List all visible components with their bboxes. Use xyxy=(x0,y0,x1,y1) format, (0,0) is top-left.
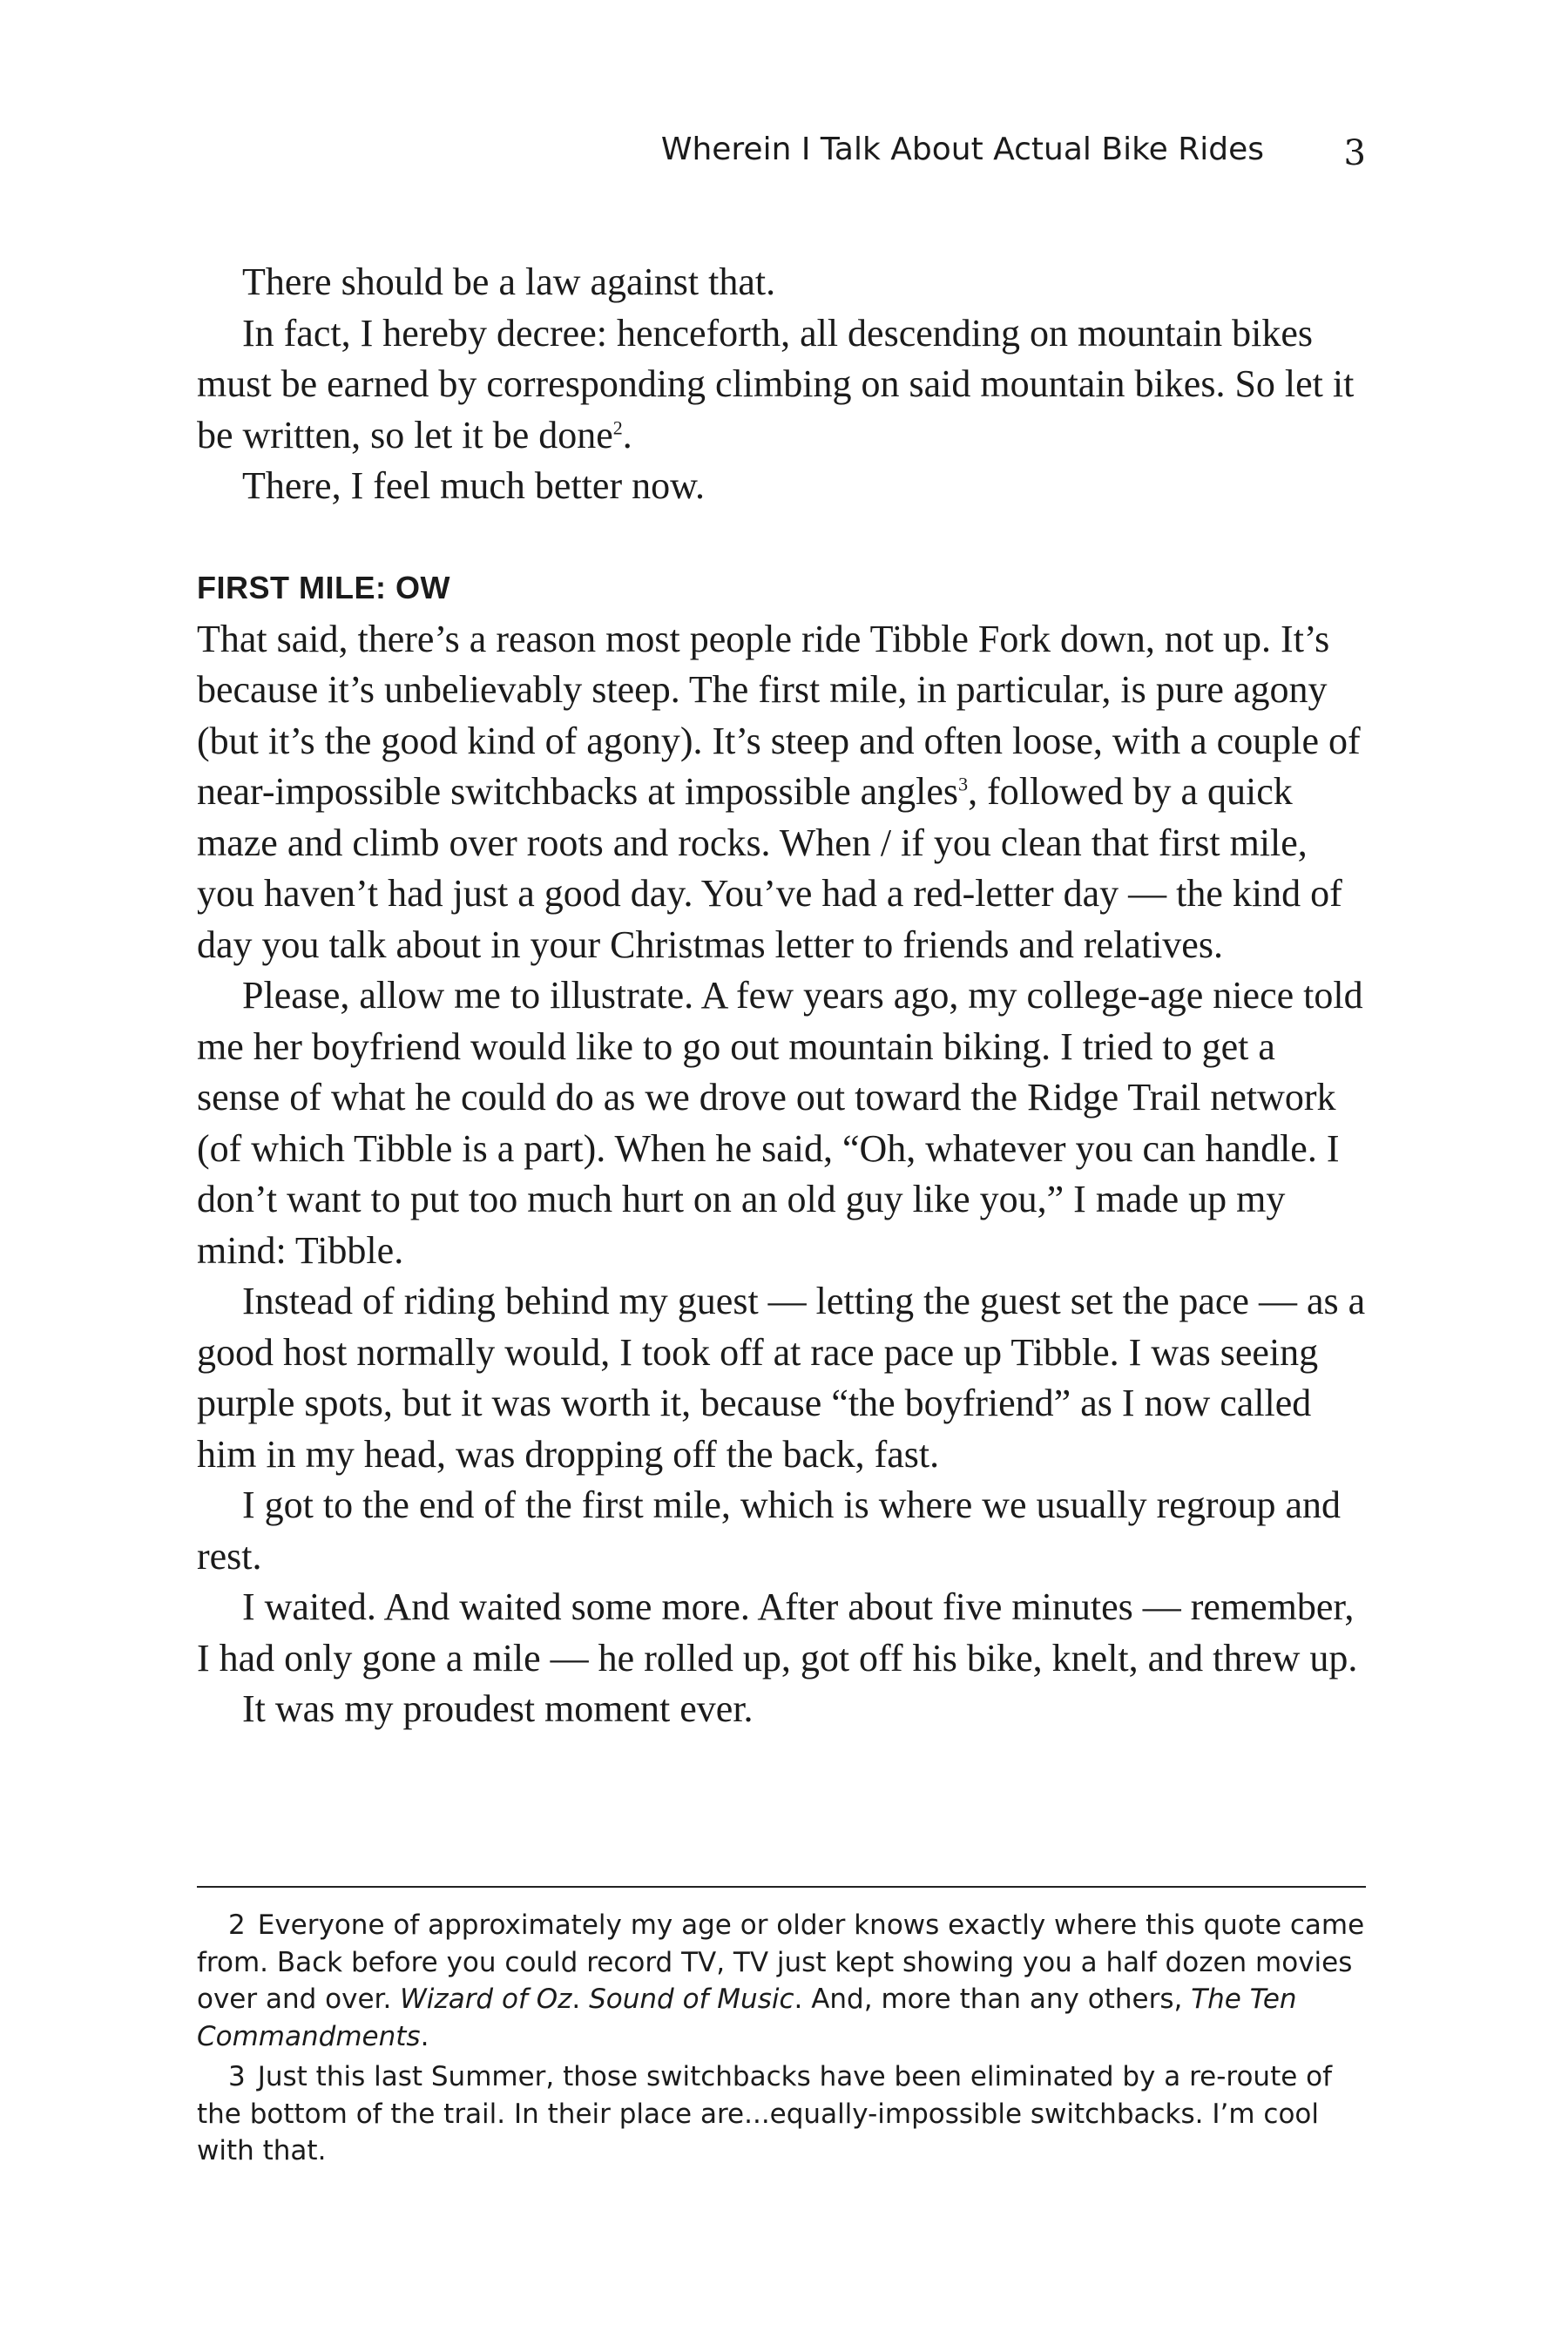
paragraph: I waited. And waited some more. After about five minutes — remember, I had only gone a mile — he rolled up, got off his bike, knelt, and threw up. xyxy=(197,1585,1358,1680)
body-text xyxy=(197,257,1366,1735)
paragraph: Instead of riding behind my guest — letting the guest set the pace — as a good host normally would, I took off at race pace up Tibble. I was seeing purple spots, but it was worth it, because “the boyfriend” as I now called him in my head, was dropping off the back, fast. xyxy=(197,1280,1366,1476)
footnotes xyxy=(197,1907,1366,2173)
paragraph-text: In fact, I hereby decree: henceforth, all descending on mountain bikes must be earned by corresponding climbing on said mountain bikes. So let it be written, so let it be done xyxy=(197,311,1355,456)
paragraph: It was my proudest moment ever. xyxy=(242,1687,754,1730)
paragraph: There should be a law against that. xyxy=(242,260,776,303)
footnote-ref-3: 3 xyxy=(958,773,969,795)
footnote-number: 3 xyxy=(228,2061,246,2092)
paragraph-text: , followed by a quick maze and climb over roots and rocks. When / if you clean that first mile, you haven’t had just a good day. You’ve had a red-letter day — the kind of day you talk about in your Christmas letter to friends and relatives. xyxy=(197,770,1342,966)
footnote-ref-2: 2 xyxy=(612,416,623,438)
footnote-title: Sound of Music xyxy=(589,1984,794,2015)
footnote-text: . xyxy=(571,1984,590,2015)
footnote-2 xyxy=(197,1907,1366,2055)
paragraph xyxy=(197,614,1366,971)
footnote-text: Just this last Summer, those switchbacks have been eliminated by a re-route of the bottom of the trail. In their place are...equally-impossible switchbacks. I’m cool with that. xyxy=(197,2061,1333,2166)
paragraph-text: . xyxy=(622,413,632,456)
footnote-title: The Ten Commandments xyxy=(197,1984,1297,2052)
running-title: Wherein I Talk About Actual Bike Rides xyxy=(660,132,1264,167)
paragraph: There, I feel much better now. xyxy=(242,464,706,507)
footnote-text: Everyone of approximately my age or older knows exactly where this quote came from. Back before you could record TV, TV just kept showing you a half dozen movies over and over. xyxy=(197,1909,1365,2015)
paragraph: Please, allow me to illustrate. A few years ago, my college-age niece told me her boyfriend would like to go out mountain biking. I tried to get a sense of what he could do as we drove out toward the Ridge Trail network (of which Tibble is a part). When he said, “Oh, whatever you can handle. I don’t want to put too much hurt on an old guy like you,” I made up my mind: Tibble. xyxy=(197,974,1363,1272)
paragraph xyxy=(197,308,1366,462)
page-number: 3 xyxy=(1343,133,1366,173)
paragraph: I got to the end of the first mile, which is where we usually regroup and rest. xyxy=(197,1484,1342,1578)
running-header xyxy=(197,124,1366,176)
footnote-title: Wizard of Oz xyxy=(400,1984,572,2015)
paragraph-text: That said, there’s a reason most people ride Tibble Fork down, not up. It’s because it’s unbelievably steep. The first mile, in particular, is pure agony (but it’s the good kind of agony). It’s steep and often loose, with a couple of near-impossible switchbacks at impossible angles xyxy=(197,617,1361,813)
section-heading: FIRST MILE: OW xyxy=(197,570,450,605)
footnote-text: . xyxy=(420,2020,429,2052)
footnote-divider xyxy=(197,1886,1366,1888)
footnote-number: 2 xyxy=(228,1909,246,1941)
footnote-text: . And, more than any others, xyxy=(794,1984,1192,2015)
footnote-3 xyxy=(197,2058,1366,2170)
